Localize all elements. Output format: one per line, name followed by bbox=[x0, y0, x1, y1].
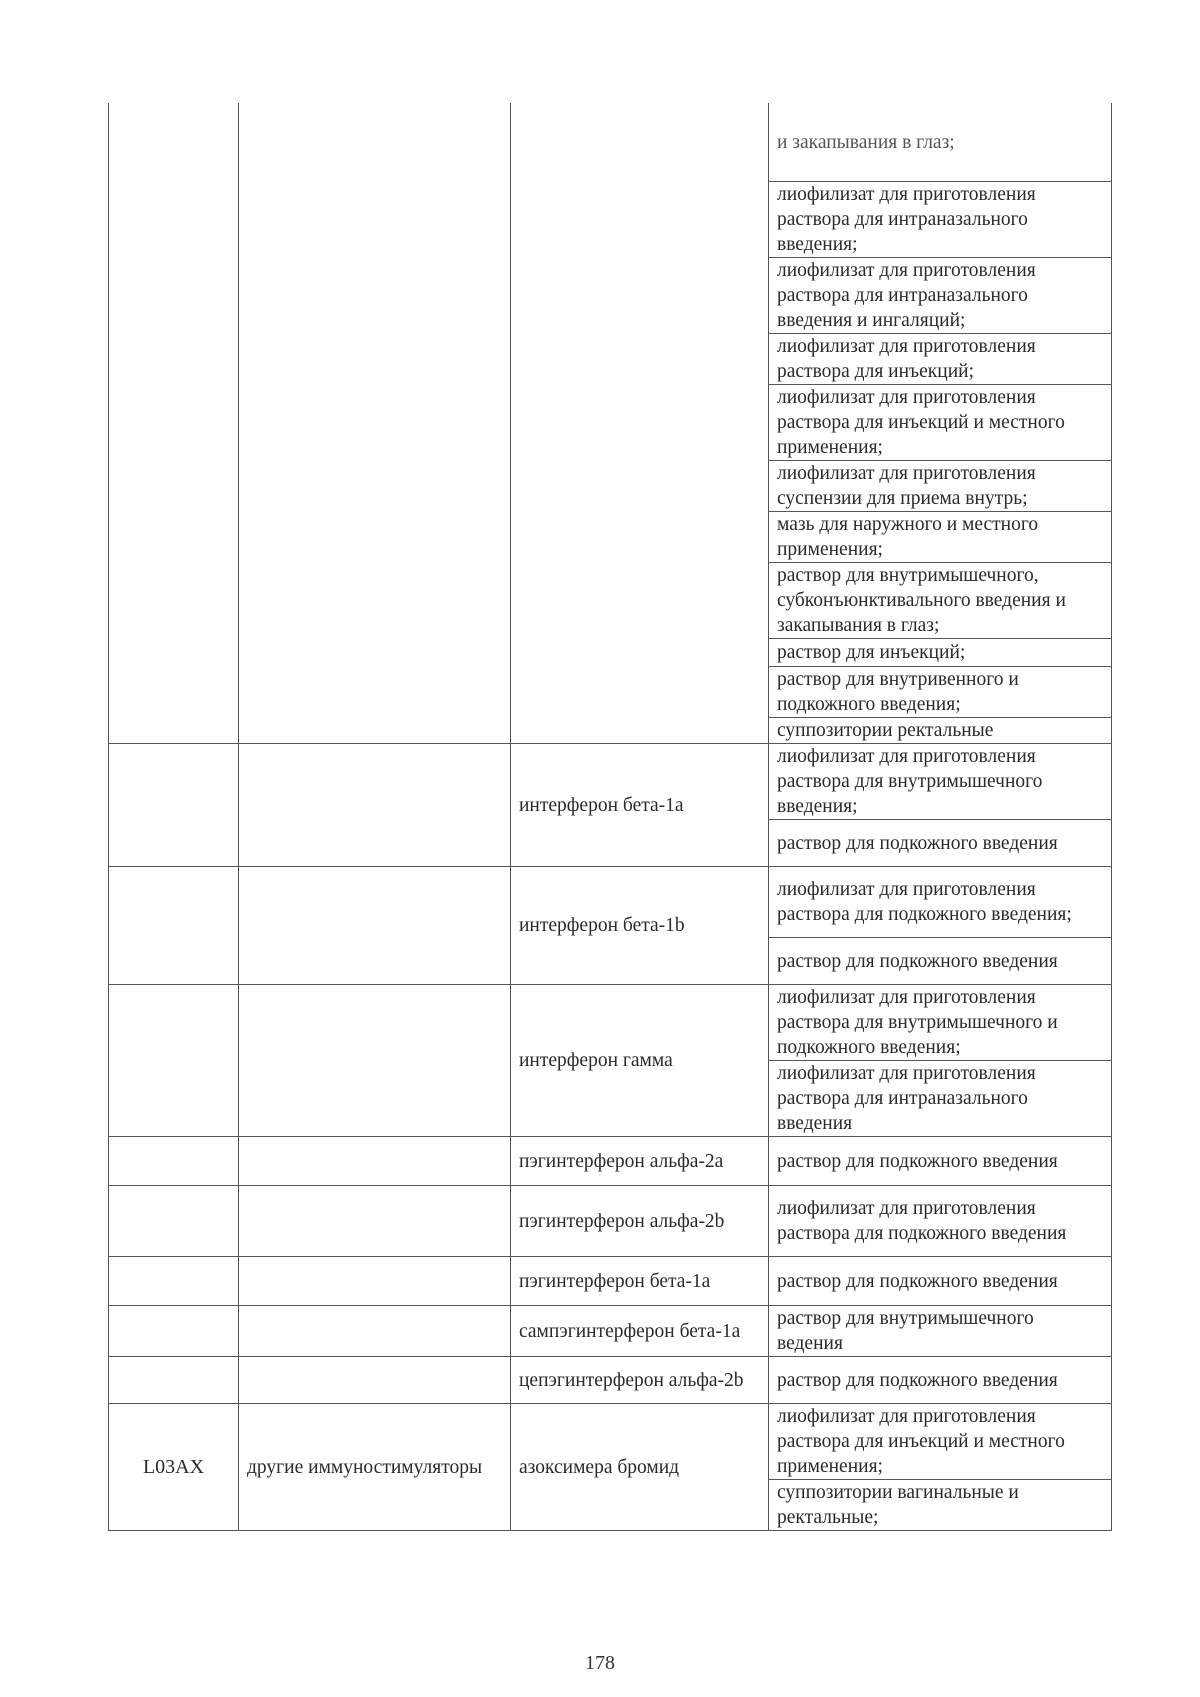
group-cell bbox=[239, 867, 511, 985]
group-cell bbox=[239, 1306, 511, 1357]
drug-table bbox=[108, 103, 1112, 1531]
code-cell bbox=[109, 1357, 239, 1404]
group-cell bbox=[239, 1137, 511, 1186]
table-row bbox=[109, 1306, 1112, 1357]
drug-name-cell: азоксимера бромид bbox=[511, 1404, 769, 1531]
group-cell bbox=[239, 103, 511, 744]
code-cell bbox=[109, 1186, 239, 1257]
dosage-form-cell: лиофилизат для приготовления раствора для инъекций; bbox=[769, 334, 1112, 385]
code-cell bbox=[109, 1306, 239, 1357]
table-row bbox=[109, 1186, 1112, 1257]
dosage-form-cell: раствор для подкожного введения bbox=[769, 1357, 1112, 1404]
table-row bbox=[109, 985, 1112, 1061]
table-row bbox=[109, 1257, 1112, 1306]
drug-name-cell: интерферон бета-1a bbox=[511, 744, 769, 867]
code-cell bbox=[109, 1257, 239, 1306]
dosage-form-cell: лиофилизат для приготовления раствора для инъекций и местного применения; bbox=[769, 1404, 1112, 1480]
code-cell bbox=[109, 1137, 239, 1186]
drug-name-cell: цепэгинтерферон альфа-2b bbox=[511, 1357, 769, 1404]
dosage-form-cell: лиофилизат для приготовления суспензии для приема внутрь; bbox=[769, 461, 1112, 512]
drug-name-cell: интерферон бета-1b bbox=[511, 867, 769, 985]
dosage-form-cell: лиофилизат для приготовления раствора для интраназального введения; bbox=[769, 182, 1112, 258]
dosage-form-cell: лиофилизат для приготовления раствора для внутримышечного введения; bbox=[769, 744, 1112, 820]
code-cell bbox=[109, 867, 239, 985]
drug-name-cell: пэгинтерферон альфа-2a bbox=[511, 1137, 769, 1186]
table-row bbox=[109, 1357, 1112, 1404]
group-cell bbox=[239, 744, 511, 867]
dosage-form-cell: раствор для инъекций; bbox=[769, 639, 1112, 667]
dosage-form-cell: и закапывания в глаз; bbox=[769, 103, 1112, 182]
table-row bbox=[109, 103, 1112, 182]
group-cell: другие иммуностимуляторы bbox=[239, 1404, 511, 1531]
dosage-form-cell: суппозитории вагинальные и ректальные; bbox=[769, 1480, 1112, 1531]
dosage-form-cell: лиофилизат для приготовления раствора для подкожного введения; bbox=[769, 867, 1112, 938]
drug-name-cell: сампэгинтерферон бета-1a bbox=[511, 1306, 769, 1357]
code-cell bbox=[109, 985, 239, 1137]
code-cell: L03AX bbox=[109, 1404, 239, 1531]
table-row bbox=[109, 1404, 1112, 1480]
dosage-form-cell: лиофилизат для приготовления раствора для внутримышечного и подкожного введения; bbox=[769, 985, 1112, 1061]
dosage-form-cell: лиофилизат для приготовления раствора для интраназального введения и ингаляций; bbox=[769, 258, 1112, 334]
dosage-form-cell: лиофилизат для приготовления раствора для интраназального введения bbox=[769, 1061, 1112, 1137]
dosage-form-cell: раствор для подкожного введения bbox=[769, 938, 1112, 985]
dosage-form-cell: лиофилизат для приготовления раствора для инъекций и местного применения; bbox=[769, 385, 1112, 461]
page-number: 178 bbox=[585, 1652, 615, 1674]
dosage-form-cell: лиофилизат для приготовления раствора для подкожного введения bbox=[769, 1186, 1112, 1257]
dosage-form-cell: раствор для внутримышечного ведения bbox=[769, 1306, 1112, 1357]
dosage-form-cell: раствор для внутримышечного, субконъюнктивального введения и закапывания в глаз; bbox=[769, 563, 1112, 639]
table-row bbox=[109, 867, 1112, 938]
drug-table-body bbox=[109, 103, 1112, 1531]
dosage-form-cell: раствор для внутривенного и подкожного введения; bbox=[769, 667, 1112, 718]
dosage-form-cell: суппозитории ректальные bbox=[769, 718, 1112, 744]
dosage-form-cell: раствор для подкожного введения bbox=[769, 1137, 1112, 1186]
drug-name-cell: пэгинтерферон альфа-2b bbox=[511, 1186, 769, 1257]
dosage-form-cell: раствор для подкожного введения bbox=[769, 1257, 1112, 1306]
dosage-form-cell: раствор для подкожного введения bbox=[769, 820, 1112, 867]
code-cell bbox=[109, 103, 239, 744]
dosage-form-cell: мазь для наружного и местного применения; bbox=[769, 512, 1112, 563]
table-row bbox=[109, 744, 1112, 820]
drug-name-cell: интерферон гамма bbox=[511, 985, 769, 1137]
table-row bbox=[109, 1137, 1112, 1186]
group-cell bbox=[239, 1186, 511, 1257]
drug-name-cell bbox=[511, 103, 769, 744]
drug-name-cell: пэгинтерферон бета-1a bbox=[511, 1257, 769, 1306]
code-cell bbox=[109, 744, 239, 867]
group-cell bbox=[239, 1357, 511, 1404]
group-cell bbox=[239, 985, 511, 1137]
group-cell bbox=[239, 1257, 511, 1306]
